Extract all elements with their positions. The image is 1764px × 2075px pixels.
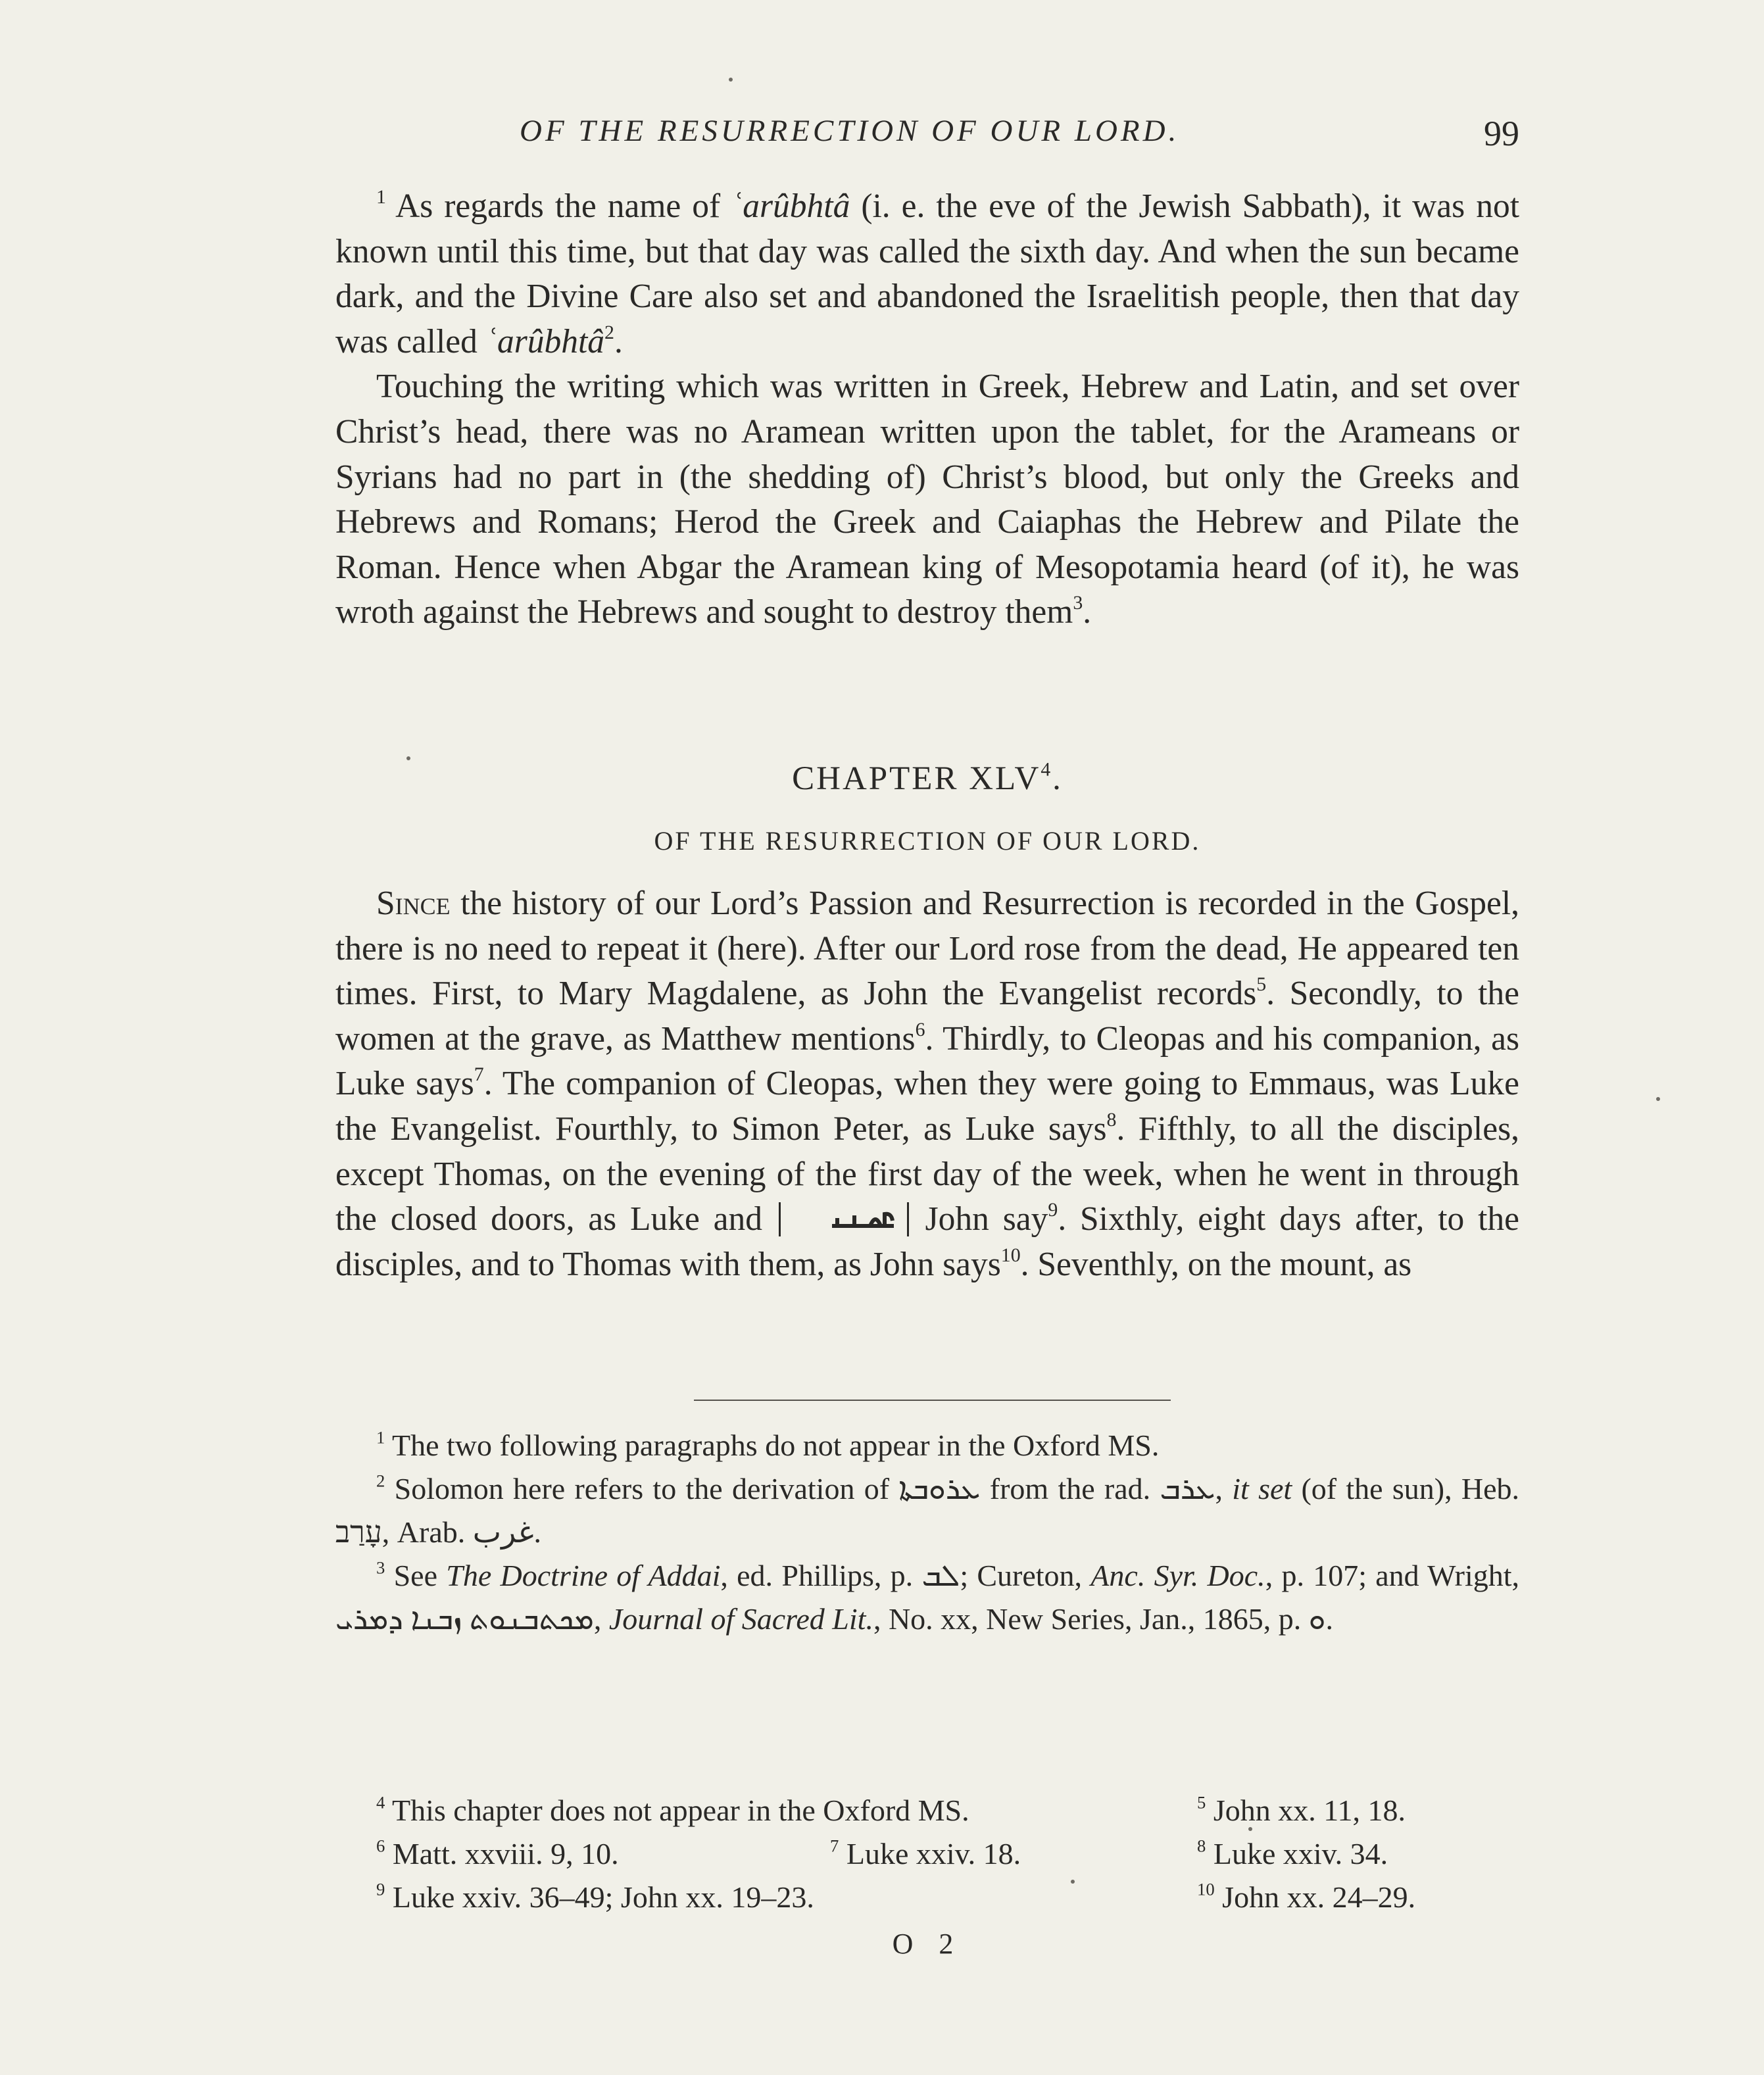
text-run: ,: [1215, 1472, 1233, 1505]
lead-word: Since: [376, 885, 451, 922]
footnote-text: Luke xxiv. 36–49; John xx. 19–23.: [385, 1880, 814, 1914]
footnote-row: [335, 1789, 1519, 1832]
chapter-title-end: .: [1052, 760, 1063, 797]
footnote-number: 7: [830, 1836, 839, 1856]
footnote-ref: 8: [1106, 1109, 1117, 1131]
text-run: . Thirdly, to Cleopas and his companion, as Luke says: [335, 1019, 1519, 1103]
arabic-word: غرب: [472, 1515, 534, 1549]
footnote-grid: [335, 1789, 1519, 1919]
syriac-word: ܥܪܘܒܬܐ: [898, 1472, 981, 1505]
syriac-word: ܥܪܒ: [1160, 1472, 1215, 1505]
footnote-8: [1197, 1832, 1388, 1876]
chapter-title: [335, 760, 1519, 798]
footnote-9: [376, 1876, 814, 1919]
footnote-text: Luke xxiv. 18.: [839, 1837, 1021, 1870]
chapter-paragraph: [335, 881, 1519, 1287]
footnote-7: [830, 1832, 1021, 1876]
transliteration: ʿarûbhtâ: [731, 187, 850, 225]
footnote-text: John xx. 11, 18.: [1206, 1794, 1406, 1827]
text-run: (of the sun), Heb.: [1292, 1472, 1519, 1505]
footnote-number: 1: [376, 1427, 385, 1448]
syriac-script-mark: [828, 1204, 900, 1235]
footnote-number: 3: [376, 1557, 385, 1578]
footnote-3: [335, 1554, 1519, 1641]
text-run: , Arab.: [381, 1515, 473, 1549]
footnote-ref: 6: [915, 1018, 925, 1040]
printer-signature: O 2: [892, 1928, 963, 1960]
footnote-ref: 9: [1048, 1199, 1058, 1221]
text-run: Touching the writing which was written in Greek, Hebrew and Latin, and set over Christ’s head, there was no Aramean written upon the tablet, for the Arameans or Syrians had no part in (the shedding of) Christ’s blood, but only the Greeks and Hebrews and Romans; Herod the Greek and Caiaphas the Hebrew and Pilate the Roman. Hence when Abgar the Aramean king of Mesopotamia heard (of it), he was wroth against the Hebrews and sought to destroy them: [335, 368, 1519, 631]
page-number: 99: [1484, 114, 1519, 153]
footnote-number: 4: [376, 1792, 385, 1813]
text-run: the history of our Lord’s Passion and Resurrection is recorded in the Gospel, there is no need to repeat it (here). After our Lord rose from the dead, He appeared ten times. First, to Mary Magdalene, as John the Evangelist records: [335, 885, 1519, 1013]
text-run: .: [614, 322, 623, 360]
text-run: .: [1083, 593, 1092, 631]
transliteration: ʿarûbhtâ: [485, 322, 605, 360]
footnote-1: [335, 1424, 1519, 1467]
text-run: from the rad.: [980, 1472, 1160, 1505]
intro-paragraph-2: [335, 364, 1519, 635]
gloss: it set: [1232, 1472, 1292, 1505]
text-run: , ed. Phillips, p.: [720, 1559, 922, 1592]
footnote-10: [1197, 1876, 1415, 1919]
footnote-2: [335, 1467, 1519, 1554]
text-run: . Fifthly, to all the disciples, except Thomas, on the evening of the first day of the week, when he went in through the closed doors, as Luke and: [335, 1110, 1519, 1238]
hebrew-word: עָרַב: [335, 1515, 382, 1549]
footnote-6: [376, 1832, 619, 1876]
text-run: . Secondly, to the women at the grave, as Matthew mentions: [335, 975, 1519, 1058]
text-run: ; Cureton,: [960, 1559, 1091, 1592]
text-run: Solomon here refers to the derivation of: [385, 1472, 899, 1505]
book-title: Anc. Syr. Doc.: [1090, 1559, 1265, 1592]
footnote-ref: 3: [1073, 592, 1083, 614]
text-run: See: [385, 1559, 447, 1592]
journal-title: Journal of Sacred Lit.: [608, 1602, 873, 1636]
syriac-word: ܘ: [1308, 1602, 1326, 1636]
intro-text: [335, 184, 1519, 635]
text-run: ,: [593, 1602, 609, 1636]
footnote-ref: 1: [376, 186, 386, 208]
footnote-number: 2: [376, 1471, 385, 1491]
text-run: .: [1325, 1602, 1333, 1636]
running-title: OF THE RESURRECTION OF OUR LORD.: [520, 114, 1180, 148]
chapter-title-text: CHAPTER XLV: [792, 760, 1041, 797]
text-run: . The companion of Cleopas, when they were going to Emmaus, was Luke the Evangelist. Fourthly, to Simon Peter, as Luke says: [335, 1065, 1520, 1148]
paper-speck: [406, 756, 410, 760]
text-run: . Sixthly, eight days after, to the disciples, and to Thomas with them, as John says: [335, 1200, 1519, 1283]
syriac-title: ܡܟܬܒܢܘܬ ܙܒܢܐ ܕܡܪܝ: [335, 1602, 594, 1636]
paper-speck: [1071, 1880, 1075, 1884]
footnote-number: 6: [376, 1836, 385, 1856]
footnote-ref: 2: [604, 321, 614, 343]
footnotes: [335, 1424, 1519, 1641]
syriac-word-in-brackets: [779, 1202, 909, 1236]
footnote-row: [335, 1832, 1519, 1876]
footnote-number: 8: [1197, 1836, 1206, 1856]
text-run: .: [533, 1515, 542, 1549]
footnote-5: [1197, 1789, 1406, 1832]
syriac-word: ܠܒ: [921, 1559, 960, 1592]
book-title: The Doctrine of Addai: [446, 1559, 721, 1592]
footnote-text: Luke xxiv. 34.: [1206, 1837, 1388, 1870]
chapter-text: [335, 881, 1519, 1287]
footnote-ref: 5: [1256, 973, 1267, 996]
text-run: , p. 107; and Wright,: [1265, 1559, 1520, 1592]
running-head: [335, 105, 1519, 158]
footnote-number: 9: [376, 1879, 385, 1899]
paper-speck: [729, 78, 733, 82]
footnote-ref: 4: [1041, 759, 1053, 781]
footnote-text: This chapter does not appear in the Oxford MS.: [385, 1794, 969, 1827]
text-run: (i. e. the eve of the Jewish Sabbath), it was not known until this time, but that day was called the sixth day. And when the sun became dark, and the Divine Care also set and abandoned the Israelitish people, then that day was called: [335, 187, 1519, 360]
footnote-text: John xx. 24–29.: [1214, 1880, 1416, 1914]
footnote-text: The two following paragraphs do not appear in the Oxford MS.: [385, 1428, 1160, 1462]
footnote-4: [376, 1789, 969, 1832]
text-run: John say: [911, 1200, 1048, 1238]
footnote-row: [335, 1876, 1519, 1919]
paper-speck: [1656, 1097, 1660, 1101]
intro-paragraph-1: [335, 184, 1519, 364]
text-run: , No. xx, New Series, Jan., 1865, p.: [873, 1602, 1309, 1636]
text-run: . Seventhly, on the mount, as: [1020, 1245, 1412, 1283]
footnote-number: 10: [1197, 1879, 1215, 1899]
footnote-divider: [694, 1400, 1171, 1401]
footnote-number: 5: [1197, 1792, 1206, 1813]
footnote-text: Matt. xxviii. 9, 10.: [385, 1837, 619, 1870]
chapter-subtitle: OF THE RESURRECTION OF OUR LORD.: [654, 826, 1201, 856]
footnote-ref: 10: [1000, 1244, 1021, 1266]
text-run: As regards the name of: [385, 187, 732, 225]
paper-speck: [1248, 1827, 1252, 1831]
footnote-ref: 7: [474, 1063, 484, 1086]
